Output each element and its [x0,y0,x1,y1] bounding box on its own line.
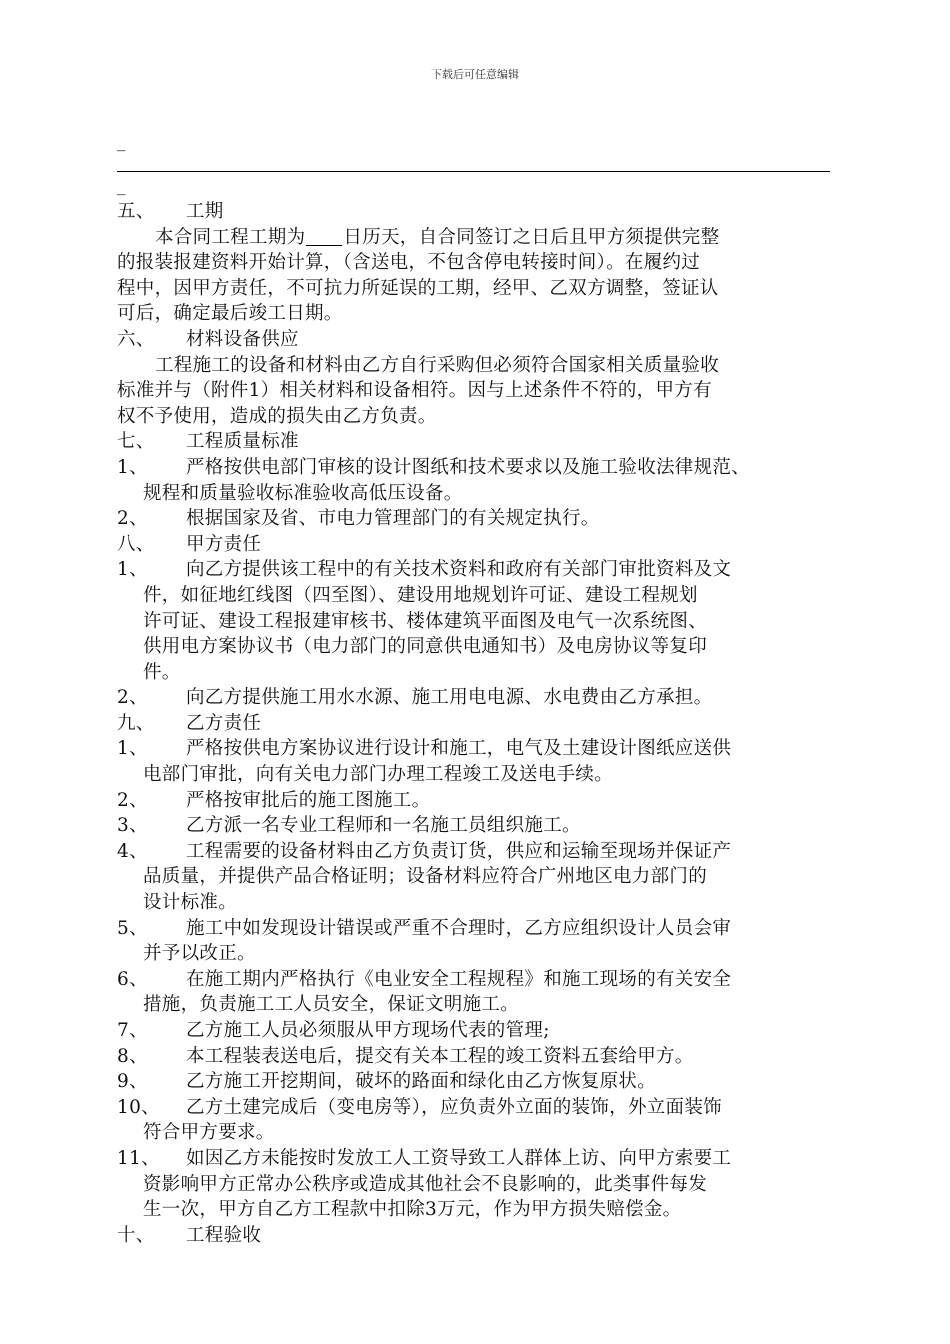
item-number: 3、 [117,815,148,837]
item-number: 8、 [117,1045,148,1067]
section-heading [117,532,831,558]
list-item-continuation: 件。 [143,661,181,683]
item-text: 根据国家及省、市电力管理部门的有关规定执行。 [186,508,600,530]
item-text: 向乙方提供该工程中的有关技术资料和政府有关部门审批资料及文 [186,559,732,581]
section-title: 工期 [186,201,224,222]
list-item [117,916,831,942]
list-item [117,839,831,865]
item-text: 乙方土建完成后（变电房等），应负责外立面的装饰，外立面装饰 [186,1096,722,1118]
list-item-continuation: 许可证、建设工程报建审核书、楼体建筑平面图及电气一次系统图、 [143,610,708,632]
section-heading [117,327,831,353]
document-body [117,199,831,1248]
item-number: 1、 [117,559,148,581]
bottom-dash: _ [117,176,126,196]
paragraph-line: 权不予使用，造成的损失由乙方负责。 [117,405,437,427]
list-item-continuation: 并予以改正。 [143,943,256,965]
list-item [117,788,831,814]
list-item-continuation: 符合甲方要求。 [143,1122,275,1144]
item-number: 1、 [117,738,148,760]
list-item [117,1095,831,1121]
item-text: 乙方施工人员必须服从甲方现场代表的管理; [186,1020,550,1041]
section-heading [117,429,831,455]
list-item-continuation: 电部门审批，向有关电力部门办理工程竣工及送电手续。 [143,764,614,786]
list-item-continuation: 措施，负责施工工人员安全，保证文明施工。 [143,994,520,1016]
list-item-continuation: 件，如征地红线图（四至图）、建设用地规划许可证、建设工程规划 [143,584,698,606]
item-text: 施工中如发现设计错误或严重不合理时，乙方应组织设计人员会审 [186,917,732,939]
list-item [117,455,831,481]
section-title: 乙方责任 [186,712,262,734]
item-text: 严格按供电方案协议进行设计和施工，电气及土建设计图纸应送供 [186,738,732,760]
item-number: 4、 [117,840,148,862]
list-item [117,967,831,993]
horizontal-rule [117,171,830,172]
section-heading [117,1223,831,1249]
paragraph-line [117,225,831,251]
item-number: 5、 [117,917,148,939]
item-text: 如因乙方未能按时发放工人工资导致工人群体上访、向甲方索要工 [186,1147,732,1169]
item-text: 本工程装表送电后，提交有关本工程的竣工资料五套给甲方。 [186,1045,694,1067]
item-text: 乙方施工开挖期间，破坏的路面和绿化由乙方恢复原状。 [186,1071,657,1093]
list-item [117,1018,831,1044]
paragraph-line: 标准并与（附件1）相关材料和设备相符。因与上述条件不符的，甲方有 [117,380,712,402]
list-item-continuation: 资影响甲方正常办公秩序或造成其他社会不良影响的，此类事件每发 [143,1173,708,1195]
section-number: 八、 [117,533,155,555]
item-text: 工程需要的设备材料由乙方负责订货，供应和运输至现场并保证产 [186,840,732,862]
item-number: 6、 [117,968,148,990]
list-item-continuation: 生一次，甲方自乙方工程款中扣除3万元，作为甲方损失赔偿金。 [143,1199,682,1221]
header-note: 下载后可任意编辑 [431,68,519,81]
item-text: 乙方派一名专业工程师和一名施工员组织施工。 [186,815,581,837]
list-item-continuation: 供用电方案协议书（电力部门的同意供电通知书）及电房协议等复印 [143,636,708,658]
list-item [117,506,831,532]
list-item [117,813,831,839]
item-number: 1、 [117,456,148,478]
paragraph-line: 的报装报建资料开始计算，（含送电，不包含停电转接时间）。在履约过 [117,252,701,274]
item-number: 11、 [117,1147,160,1169]
item-number: 2、 [117,789,148,811]
list-item [117,1069,831,1095]
list-item-continuation: 品质量，并提供产品合格证明；设备材料应符合广州地区电力部门的 [143,866,708,888]
section-title: 甲方责任 [186,533,262,555]
item-text: 严格按审批后的施工图施工。 [186,789,431,811]
paragraph-line: 工程施工的设备和材料由乙方自行采购但必须符合国家相关质量验收 [155,354,720,376]
list-item [117,736,831,762]
item-number: 7、 [117,1020,148,1041]
list-item-continuation: 规程和质量验收标准验收高低压设备。 [143,482,463,504]
item-text: 严格按供电部门审核的设计图纸和技术要求以及施工验收法律规范、 [186,456,751,478]
item-number: 2、 [117,687,148,709]
list-item-continuation: 设计标准。 [143,892,238,914]
section-heading [117,199,831,225]
list-item [117,557,831,583]
section-title: 工程质量标准 [186,431,299,453]
item-number: 2、 [117,508,148,530]
section-number: 十、 [117,1224,155,1246]
section-title: 材料设备供应 [186,328,299,350]
section-number: 六、 [117,328,155,350]
blank-field [306,227,342,246]
list-item [117,685,831,711]
paragraph-line: 可后，确定最后竣工日期。 [117,303,343,325]
section-number: 七、 [117,431,155,453]
item-text: 向乙方提供施工用水水源、施工用电电源、水电费由乙方承担。 [186,687,713,709]
list-item [117,1146,831,1172]
item-text: 在施工期内严格执行《电业安全工程规程》和施工现场的有关安全 [186,968,732,990]
text-fragment: 日历天，自合同签订之日后且甲方须提供完整 [343,226,720,248]
section-title: 工程验收 [186,1224,262,1246]
item-number: 9、 [117,1071,148,1093]
paragraph-line: 程中，因甲方责任，不可抗力所延误的工期，经甲、乙双方调整，签证认 [117,277,719,299]
top-dash: _ [117,132,126,152]
item-number: 10、 [117,1096,160,1118]
text-fragment: 本合同工程工期为 [155,226,306,248]
section-number: 五、 [117,201,155,222]
section-heading [117,711,831,737]
section-number: 九、 [117,712,155,734]
list-item [117,1044,831,1070]
